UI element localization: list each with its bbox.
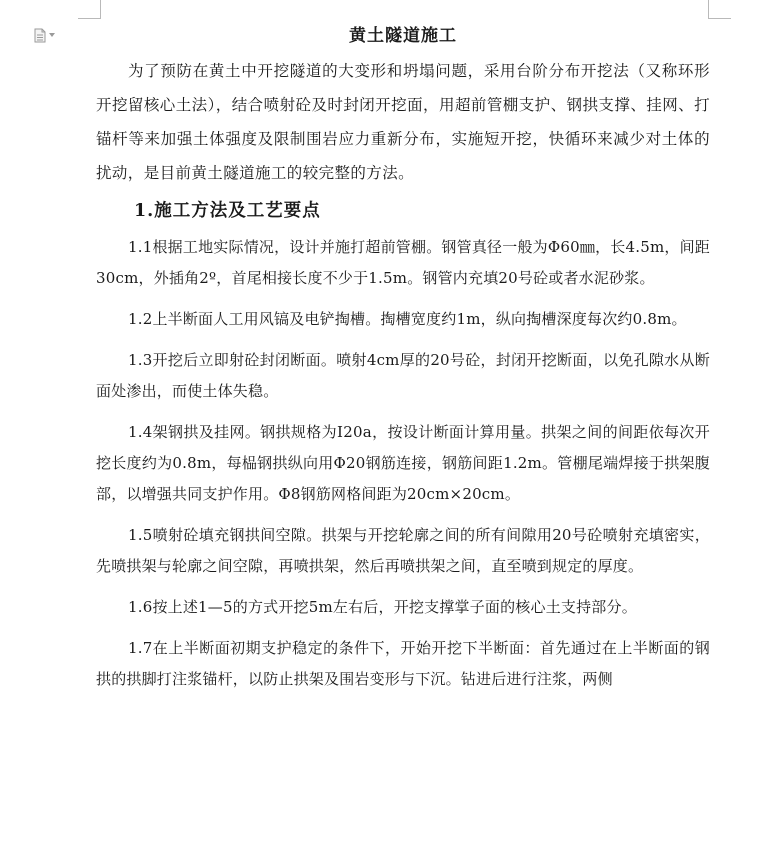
paragraph-1-5: 1.5喷射砼填充钢拱间空隙。拱架与开挖轮廓之间的所有间隙用20号砼喷射充填密实，先喷拱架与轮廓之间空隙，再喷拱架，然后再喷拱架之间，直至喷到规定的厚度。 bbox=[96, 526, 710, 575]
section-heading: 1.施工方法及工艺要点 bbox=[134, 201, 321, 221]
paragraph-1-7: 1.7在上半断面初期支护稳定的条件下，开始开挖下半断面：首先通过在上半断面的钢拱的拱脚打注浆锚杆，以防止拱架及围岩变形与下沉。钻进后进行注浆，两侧 bbox=[96, 639, 710, 688]
paragraph-1-3: 1.3开挖后立即射砼封闭断面。喷射4cm厚的20号砼，封闭开挖断面，以免孔隙水从断面处渗出，而使土体失稳。 bbox=[96, 351, 710, 400]
document-menu-button[interactable] bbox=[34, 26, 64, 44]
paragraph-1-4: 1.4架钢拱及挂网。钢拱规格为Ⅰ20a，按设计断面计算用量。拱架之间的间距依每次开挖长度约为0.8m，每榀钢拱纵向用Φ20钢筋连接，钢筋间距1.2m。管棚尾端焊接于拱架腹部，以增强共同支护作用。Φ8钢筋网格间距为20cm×20cm。 bbox=[96, 423, 710, 503]
chevron-down-icon bbox=[49, 33, 55, 37]
paragraph-1-2: 1.2上半断面人工用风镐及电铲掏槽。掏槽宽度约1m，纵向掏槽深度每次约0.8m。 bbox=[128, 310, 687, 328]
paragraph-1-1: 1.1根据工地实际情况，设计并施打超前管棚。钢管真径一般为Φ60㎜，长4.5m，间距30cm，外插角2º，首尾相接长度不少于1.5m。钢管内充填20号砼或者水泥砂浆。 bbox=[96, 238, 710, 287]
intro-paragraph: 为了预防在黄土中开挖隧道的大变形和坍塌问题，采用台阶分布开挖法（又称环形开挖留核心土法），结合喷射砼及时封闭开挖面，用超前管棚支护、钢拱支撑、挂网、打锚杆等来加强土体强度及限制围岩应力重新分布，实施短开挖，快循环来减少对土体的扰动，是目前黄土隧道施工的较完整的方法。 bbox=[96, 62, 710, 182]
document-title: 黄土隧道施工 bbox=[349, 26, 457, 46]
document-icon bbox=[34, 28, 46, 43]
document-page bbox=[96, 18, 710, 705]
paragraph-1-6: 1.6按上述1—5的方式开挖5m左右后，开挖支撑掌子面的核心土支持部分。 bbox=[128, 598, 637, 616]
page-corner-marker-left bbox=[78, 0, 101, 19]
page-corner-marker-right bbox=[708, 0, 731, 19]
